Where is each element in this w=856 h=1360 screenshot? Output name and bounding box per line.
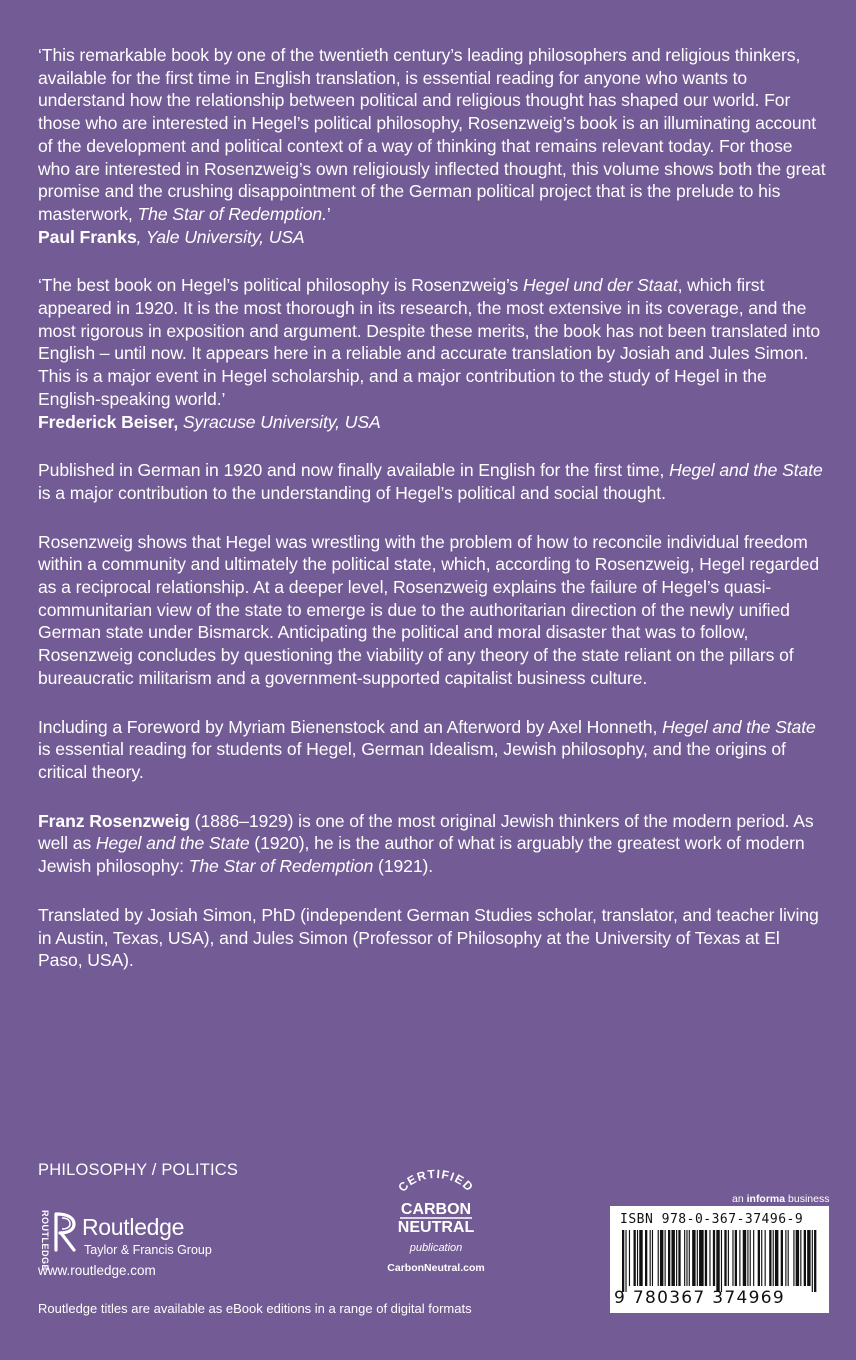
quote-close: ’ bbox=[326, 203, 331, 224]
bio-text: (1920), he is the author of what is arguably the greatest work of modern Jewish philosophy: bbox=[38, 833, 805, 877]
quote-text-rest: , which first appeared in 1920. It is the most thorough in its research, the most extensive in its coverage, and the most rigorous in exposition and argument. Despite these merits, the book has not been translated into English – until now. It appears here in a reliable and accurate translation by Josiah and Jules Simon. This is a major event in Hegel scholarship, and a major contribution to the study of Hegel in the English-speaking world.’ bbox=[38, 275, 821, 409]
barcode-bar bbox=[785, 1230, 786, 1286]
publisher-group: Taylor & Francis Group bbox=[84, 1243, 212, 1257]
carbon-neutral-badge-icon bbox=[376, 1168, 496, 1246]
author-bio bbox=[38, 810, 828, 878]
barcode-bar bbox=[753, 1230, 754, 1286]
barcode-bar bbox=[728, 1230, 729, 1286]
barcode-bar bbox=[793, 1230, 794, 1286]
subject-category: PHILOSOPHY / POLITICS bbox=[38, 1161, 239, 1179]
ean-first-digit: 9 bbox=[614, 1288, 627, 1308]
carbon-neutral-logo bbox=[376, 1168, 496, 1278]
barcode-bar bbox=[807, 1230, 810, 1286]
book-title: The Star of Redemption bbox=[188, 856, 374, 877]
bio-text: (1921). bbox=[373, 856, 434, 877]
barcode-bar bbox=[629, 1230, 630, 1286]
quote-attribution bbox=[38, 411, 828, 434]
bio-text: (1886–1929) is one of the most original Jewish thinkers of the modern period. As well as bbox=[38, 810, 814, 854]
barcode-bar bbox=[788, 1230, 789, 1286]
barcode-bar bbox=[665, 1230, 666, 1286]
barcode-bar bbox=[750, 1230, 751, 1286]
barcode-bar bbox=[775, 1230, 778, 1286]
publisher-website: www.routledge.com bbox=[38, 1263, 156, 1278]
paragraph-text: Rosenzweig shows that Hegel was wrestling with the problem of how to reconcile individual freedom within a community and ultimately the political state, which, according to Rosenzweig, Hegel regarded as a reciprocal relationship. At a deeper level, Rosenzweig explains the failure of Hegel’s quasi-communitarian view of the state to emerge is due to the authoritarian direction of the newly unified German state under Bismarck. Anticipating the political and moral disaster that was to follow, Rosenzweig concludes by questioning the viability of any theory of the state reliant on the pillars of bureaucratic militarism and a government-supported capitalist business culture. bbox=[38, 531, 820, 688]
ean-group-1: 780367 bbox=[632, 1288, 706, 1308]
endorsement-frederick-beiser bbox=[38, 274, 828, 433]
translators-note bbox=[38, 904, 828, 972]
endorsement-paul-franks bbox=[38, 44, 828, 248]
isbn-label: ISBN 978-0-367-37496-9 bbox=[620, 1212, 804, 1227]
barcode-bar bbox=[773, 1230, 774, 1286]
quote-text: ‘This remarkable book by one of the twentieth century’s leading philosophers and religious thinkers, available for the first time in English translation, is essential reading for anyone who wants to understand how the relationship between political and religious thought has shaped our world. For those who are interested in Hegel’s political philosophy, Rosenzweig’s book is an illuminating account of the development and political context of a way of thinking that remains relevant today. For those who are interested in Rosenzweig’s own religiously inflected thought, this volume shows both the great promise and the crushing disappointment of the German political project that is the prelude to his masterwork, bbox=[38, 45, 826, 224]
barcode-bar bbox=[637, 1230, 638, 1286]
barcode-bar bbox=[781, 1230, 783, 1286]
quote-affiliation: Syracuse University, USA bbox=[178, 411, 381, 432]
description-paragraph-1 bbox=[38, 459, 828, 504]
barcode-bar bbox=[634, 1230, 636, 1286]
informa-brand: informa bbox=[746, 1193, 786, 1205]
barcode-bar bbox=[676, 1230, 677, 1286]
paragraph-text: Published in German in 1920 and now finally available in English for the first time, bbox=[38, 460, 670, 481]
barcode-bar bbox=[796, 1230, 799, 1286]
informa-tagline bbox=[732, 1193, 829, 1205]
barcode-bar bbox=[652, 1230, 653, 1286]
routledge-r-icon bbox=[52, 1212, 80, 1252]
barcode-bar bbox=[668, 1230, 670, 1286]
barcode-bar bbox=[645, 1230, 647, 1286]
barcode-bars bbox=[618, 1230, 822, 1292]
barcode-bar bbox=[686, 1230, 687, 1286]
barcode-bar bbox=[732, 1230, 733, 1286]
barcode-bar bbox=[724, 1230, 726, 1286]
barcode-bar bbox=[660, 1230, 663, 1286]
quote-book-title: The Star of Redemption. bbox=[137, 203, 327, 224]
quote-author: Frederick Beiser, bbox=[38, 411, 179, 432]
barcode-bar bbox=[761, 1230, 762, 1286]
barcode-bar bbox=[758, 1230, 760, 1286]
barcode-bar bbox=[765, 1230, 766, 1286]
ean-group-2: 374969 bbox=[712, 1288, 785, 1308]
barcode-bar bbox=[622, 1230, 624, 1292]
barcode-bar bbox=[747, 1230, 748, 1286]
barcode-bar bbox=[684, 1230, 685, 1286]
barcode-bar bbox=[689, 1230, 690, 1286]
back-cover-blurb bbox=[38, 44, 828, 998]
carbon-certified-text: CERTIFIED bbox=[395, 1168, 477, 1195]
barcode-bar bbox=[671, 1230, 674, 1286]
barcode-bar bbox=[692, 1230, 695, 1286]
carbon-publication-label: publication bbox=[409, 1242, 463, 1254]
paragraph-text: Including a Foreword by Myriam Bienenstock and an Afterword by Axel Honneth, bbox=[38, 716, 663, 737]
barcode-bar bbox=[800, 1230, 801, 1286]
informa-prefix: an bbox=[732, 1193, 747, 1205]
paragraph-text-rest: is a major contribution to the understanding of Hegel’s political and social thought. bbox=[38, 482, 666, 503]
carbon-line2: NEUTRAL bbox=[397, 1219, 475, 1236]
barcode-bar bbox=[716, 1230, 719, 1292]
paragraph-text-rest: is essential reading for students of Hegel, German Idealism, Jewish philosophy, and the origins of critical theory. bbox=[38, 739, 786, 782]
barcode-bar bbox=[769, 1230, 771, 1286]
barcode-bar bbox=[812, 1230, 813, 1292]
quote-author: Paul Franks bbox=[38, 226, 137, 247]
informa-suffix: business bbox=[785, 1193, 830, 1205]
barcode-bar bbox=[658, 1230, 659, 1286]
translators-text: Translated by Josiah Simon, PhD (independent German Studies scholar, translator, and teacher living in Austin, Texas, USA), and Jules Simon (Professor of Philosophy at the University of Texas at El Paso, USA). bbox=[38, 904, 819, 971]
barcode-bar bbox=[625, 1230, 626, 1292]
quote-affiliation: , Yale University, USA bbox=[136, 226, 305, 247]
quote-text: ‘The best book on Hegel’s political philosophy is Rosenzweig’s bbox=[38, 275, 523, 296]
barcode-bar bbox=[739, 1230, 740, 1286]
publisher-vertical-text: ROUTLEDGE bbox=[40, 1210, 50, 1272]
publisher-vertical-label bbox=[36, 1210, 50, 1272]
barcode-bar bbox=[804, 1230, 806, 1286]
barcode-bar bbox=[650, 1230, 651, 1286]
barcode-bar bbox=[705, 1230, 707, 1286]
description-paragraph-3 bbox=[38, 716, 828, 784]
barcode-bar bbox=[678, 1230, 680, 1286]
author-name: Franz Rosenzweig bbox=[38, 810, 190, 831]
carbon-line1: CARBON bbox=[400, 1201, 472, 1218]
quote-book-title: Hegel und der Staat bbox=[522, 275, 678, 296]
book-title: Hegel and the State bbox=[95, 833, 250, 854]
ebook-note: Routledge titles are available as eBook editions in a range of digital formats bbox=[38, 1301, 472, 1316]
barcode-bar bbox=[735, 1230, 737, 1286]
barcode-bar bbox=[639, 1230, 642, 1286]
ean-number bbox=[614, 1288, 785, 1308]
book-title: Hegel and the State bbox=[662, 716, 816, 737]
barcode-bar bbox=[699, 1230, 704, 1286]
description-paragraph-2 bbox=[38, 531, 828, 690]
barcode-bar bbox=[713, 1230, 715, 1286]
carbon-website: CarbonNeutral.com bbox=[387, 1262, 485, 1274]
publisher-name: Routledge bbox=[82, 1214, 185, 1240]
quote-attribution bbox=[38, 226, 828, 249]
barcode-bar bbox=[743, 1230, 746, 1286]
isbn-barcode bbox=[610, 1206, 829, 1313]
book-title: Hegel and the State bbox=[669, 460, 823, 481]
barcode-bar bbox=[709, 1230, 710, 1286]
barcode-bar bbox=[721, 1230, 722, 1292]
barcode-bar bbox=[814, 1230, 816, 1292]
barcode-bar bbox=[697, 1230, 698, 1286]
